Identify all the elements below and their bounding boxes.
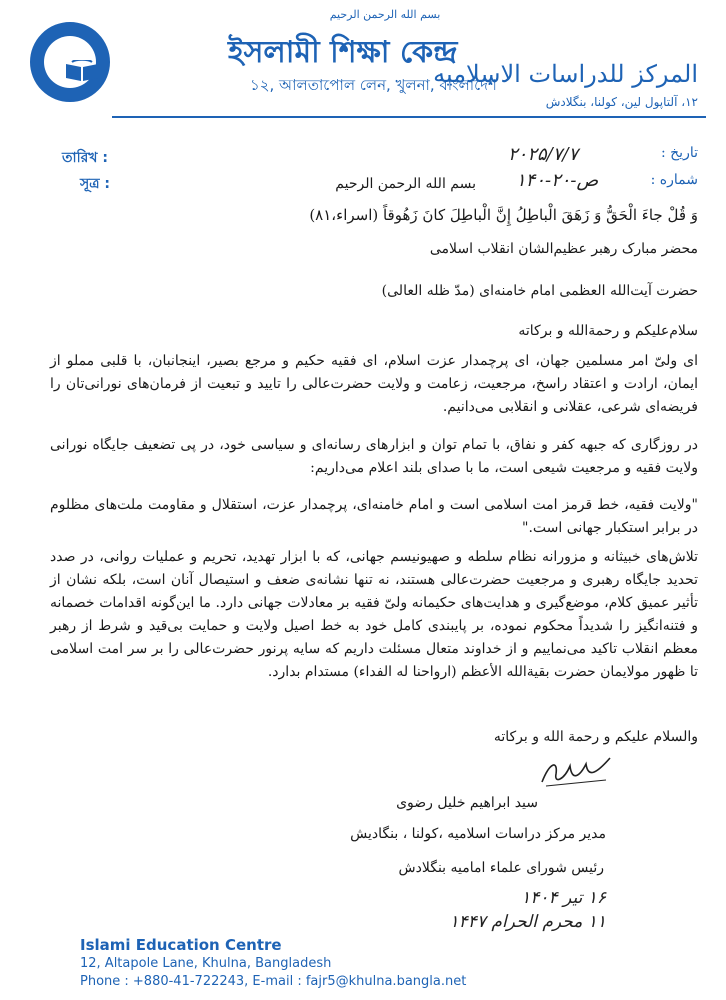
greeting: سلام‌علیکم و رحمة‌الله و برکاته: [518, 323, 698, 339]
signatory-position-1: مدیر مرکز دراسات اسلامیه ،کولنا ، بنگادیش: [350, 826, 606, 842]
paragraph-2: در روزگاری که جبهه کفر و نفاق، با تمام توان و ابزارهای رسانه‌ای و سیاسی خود، در پی تضعیف جایگاه نورانی ولایت فقیه و مرجعیت شیعی است، ما با صدای بلند اعلام می‌داریم:: [50, 437, 698, 476]
date-lunar-hijri: ۱۱ محرم الحرام ۱۴۴۷: [449, 912, 606, 932]
date-value: ۲۰۲۵/۷/۷: [508, 144, 579, 165]
closing: والسلام علیکم و رحمة الله و برکاته: [493, 729, 698, 745]
paragraph-1: ای ولیّ امر مسلمین جهان، ای پرچمدار عزت اسلام، ای فقیه حکیم و مرجع بصیر، اینجانبان، با قلبی مملو از ایمان، ارادت و اعتقاد راسخ، مرجعیت، زعامت و ولایت حضرت‌عالی را تایید و تبعیت از فرمان‌های نورانی‌تان را فریضه‌ای شرعی، عقلانی و انقلابی می‌دانیم.: [50, 353, 698, 415]
footer-org-name: Islami Education Centre: [80, 936, 282, 954]
addressee: محضر مبارک رهبر عظیم‌الشان انقلاب اسلامی: [429, 241, 698, 257]
date-label-fa: تاریخ :: [660, 145, 698, 161]
footer-address: 12, Altapole Lane, Khulna, Bangladesh: [80, 956, 332, 971]
letter-bismillah: بسم الله الرحمن الرحیم: [335, 176, 476, 192]
paragraph-3: "ولایت فقیه، خط قرمز امت اسلامی است و امام خامنه‌ای، پرچمدار عزت، استقلال و مقاومت ملت‌های مظلوم در برابر استکبار جهانی است.": [50, 497, 698, 536]
number-value: ۱۴۰-۲۰-ص: [516, 170, 599, 191]
header-bismillah: بسم الله الرحمن الرحيم: [329, 8, 441, 21]
number-label-fa: شماره :: [650, 172, 698, 188]
signatory-position-2: رئیس شورای علماء امامیه بنگلادش: [398, 860, 604, 876]
logo: [30, 22, 110, 102]
org-name-arabic: المركز للدراسات الاسلاميه: [433, 60, 698, 88]
addressee-title: حضرت آیت‌الله العظمی امام خامنه‌ای (مدّ ظله العالی): [381, 283, 698, 299]
date-solar-hijri: ۱۶ تیر ۱۴۰۴: [521, 888, 606, 908]
org-name-bengali: ইসলামী শিক্ষা কেন্দ্র: [228, 35, 458, 70]
ref-label-bn: সূত্র :: [80, 176, 111, 192]
date-label-bn: তারিখ :: [62, 150, 108, 166]
header-divider: [112, 116, 706, 118]
footer-contact: Phone : +880-41-722243, E-mail : fajr5@khulna.bangla.net: [80, 974, 467, 989]
signatory-name: سید ابراهیم خلیل رضوی: [396, 795, 538, 811]
verse: وَ قُلْ جاءَ الْحَقُّ وَ زَهَقَ الْباطِلُ إِنَّ الْباطِلَ کانَ زَهُوقاً (اسراء،۸۱): [309, 206, 698, 224]
signature-image: [536, 752, 616, 792]
paragraph-4: تلاش‌های خبیثانه و مزورانه نظام سلطه و صهیونیسم جهانی، که با ابزار تهدید، تحریم و عملیات روانی، در صدد تحدید جایگاه رهبری و مرجعیت حضرت‌عالی هستند، نه تنها نشانه‌ی ضعف و استیصال آنان است، بلکه نشان از تأثیر عمیق کلام، موضع‌گیری و هدایت‌های حکیمانه ولیّ فقیه بر معادلات جهانی دارد. ما این‌گونه اقدامات خصمانه و فتنه‌انگیز را شدیداً محکوم نموده، بر پایبندی کامل خود به خط اصیل ولایت و حمایت بی‌قید و شرط از رهبر معظم انقلاب تاکید می‌نماییم و از خداوند متعال مسئلت داریم که سایه پرنور حضرت‌عالی را بر سر امت اسلامی تا ظهور مولایمان حضرت بقیة‌الله الأعظم (ارواحنا له الفداء) مستدام بدارد.: [50, 549, 698, 680]
book-icon: [64, 60, 100, 82]
address-bengali: ১২, আলতাপোল লেন, খুলনা, বাংলাদেশ: [250, 76, 497, 94]
address-arabic: ١٢، آلتاپول لين، کولنا، بنگلادش: [545, 95, 698, 109]
